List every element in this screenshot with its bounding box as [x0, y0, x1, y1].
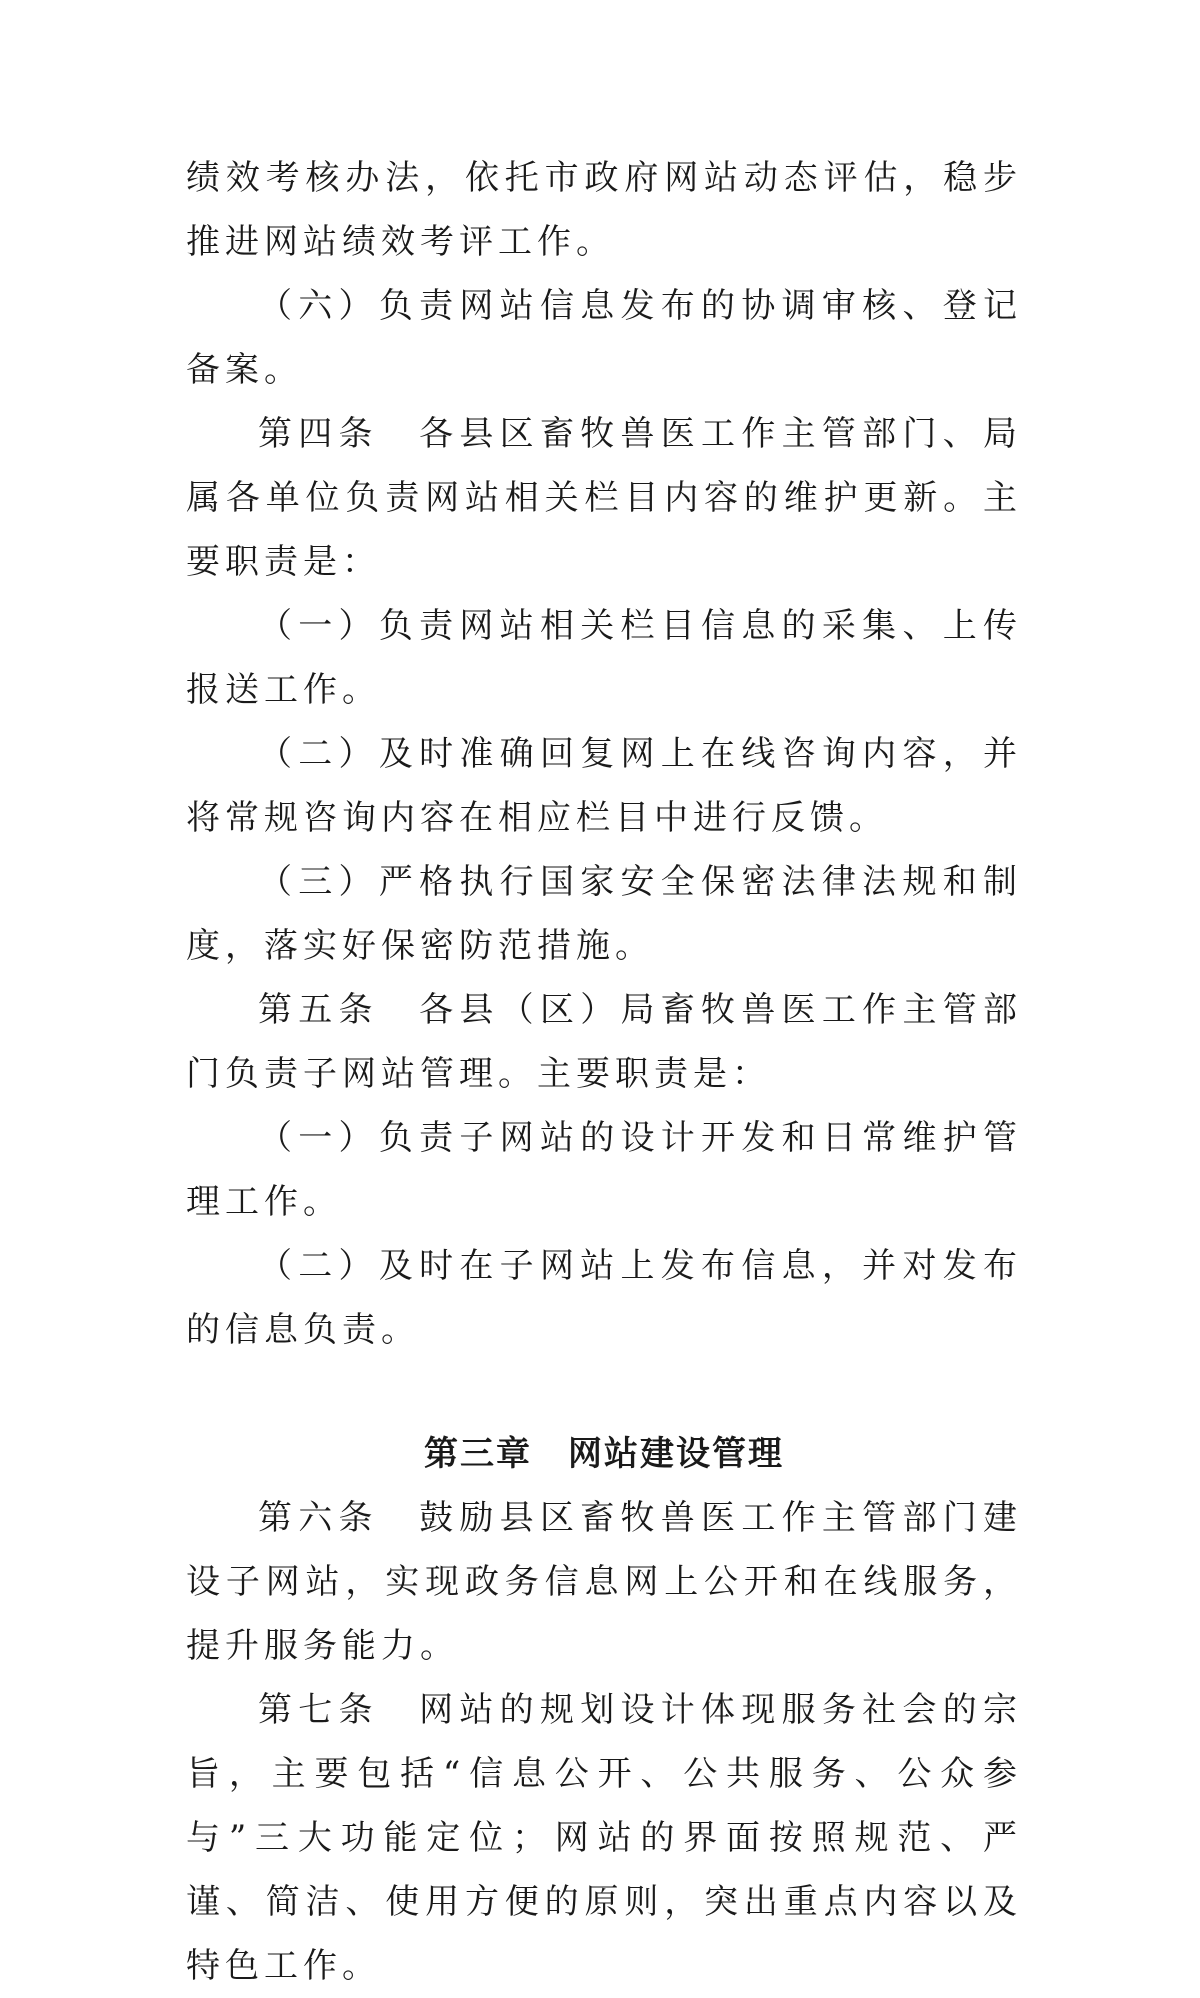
paragraph-article-5-item-2: （二）及时在子网站上发布信息，并对发布的信息负责。 — [186, 1246, 1022, 1350]
paragraph-article-7: 第七条 网站的规划设计体现服务社会的宗旨，主要包括“信息公开、公共服务、公众参与”三大功能定位；网站的界面按照规范、严谨、简洁、使用方便的原则，突出重点内容以及特色工作。 — [186, 1690, 1022, 1986]
paragraph-article-4-item-3: （三）严格执行国家安全保密法律法规和制度，落实好保密防范措施。 — [186, 862, 1022, 966]
paragraph-article-5: 第五条 各县（区）局畜牧兽医工作主管部门负责子网站管理。主要职责是： — [186, 990, 1022, 1094]
paragraph-article-6: 第六条 鼓励县区畜牧兽医工作主管部门建设子网站，实现政务信息网上公开和在线服务，提升服务能力。 — [186, 1498, 1022, 1666]
chapter-heading: 第三章 网站建设管理 — [424, 1434, 784, 1474]
paragraph-article-4: 第四条 各县区畜牧兽医工作主管部门、局属各单位负责网站相关栏目内容的维护更新。主要职责是： — [186, 414, 1022, 582]
paragraph-article-4-item-1: （一）负责网站相关栏目信息的采集、上传报送工作。 — [186, 606, 1022, 710]
document-body — [186, 146, 1022, 1998]
paragraph-continuation: 绩效考核办法，依托市政府网站动态评估，稳步推进网站绩效考评工作。 — [186, 158, 1022, 262]
paragraph-item-6: （六）负责网站信息发布的协调审核、登记备案。 — [186, 286, 1022, 390]
paragraph-article-5-item-1: （一）负责子网站的设计开发和日常维护管理工作。 — [186, 1118, 1022, 1222]
paragraph-article-4-item-2: （二）及时准确回复网上在线咨询内容，并将常规咨询内容在相应栏目中进行反馈。 — [186, 734, 1022, 838]
